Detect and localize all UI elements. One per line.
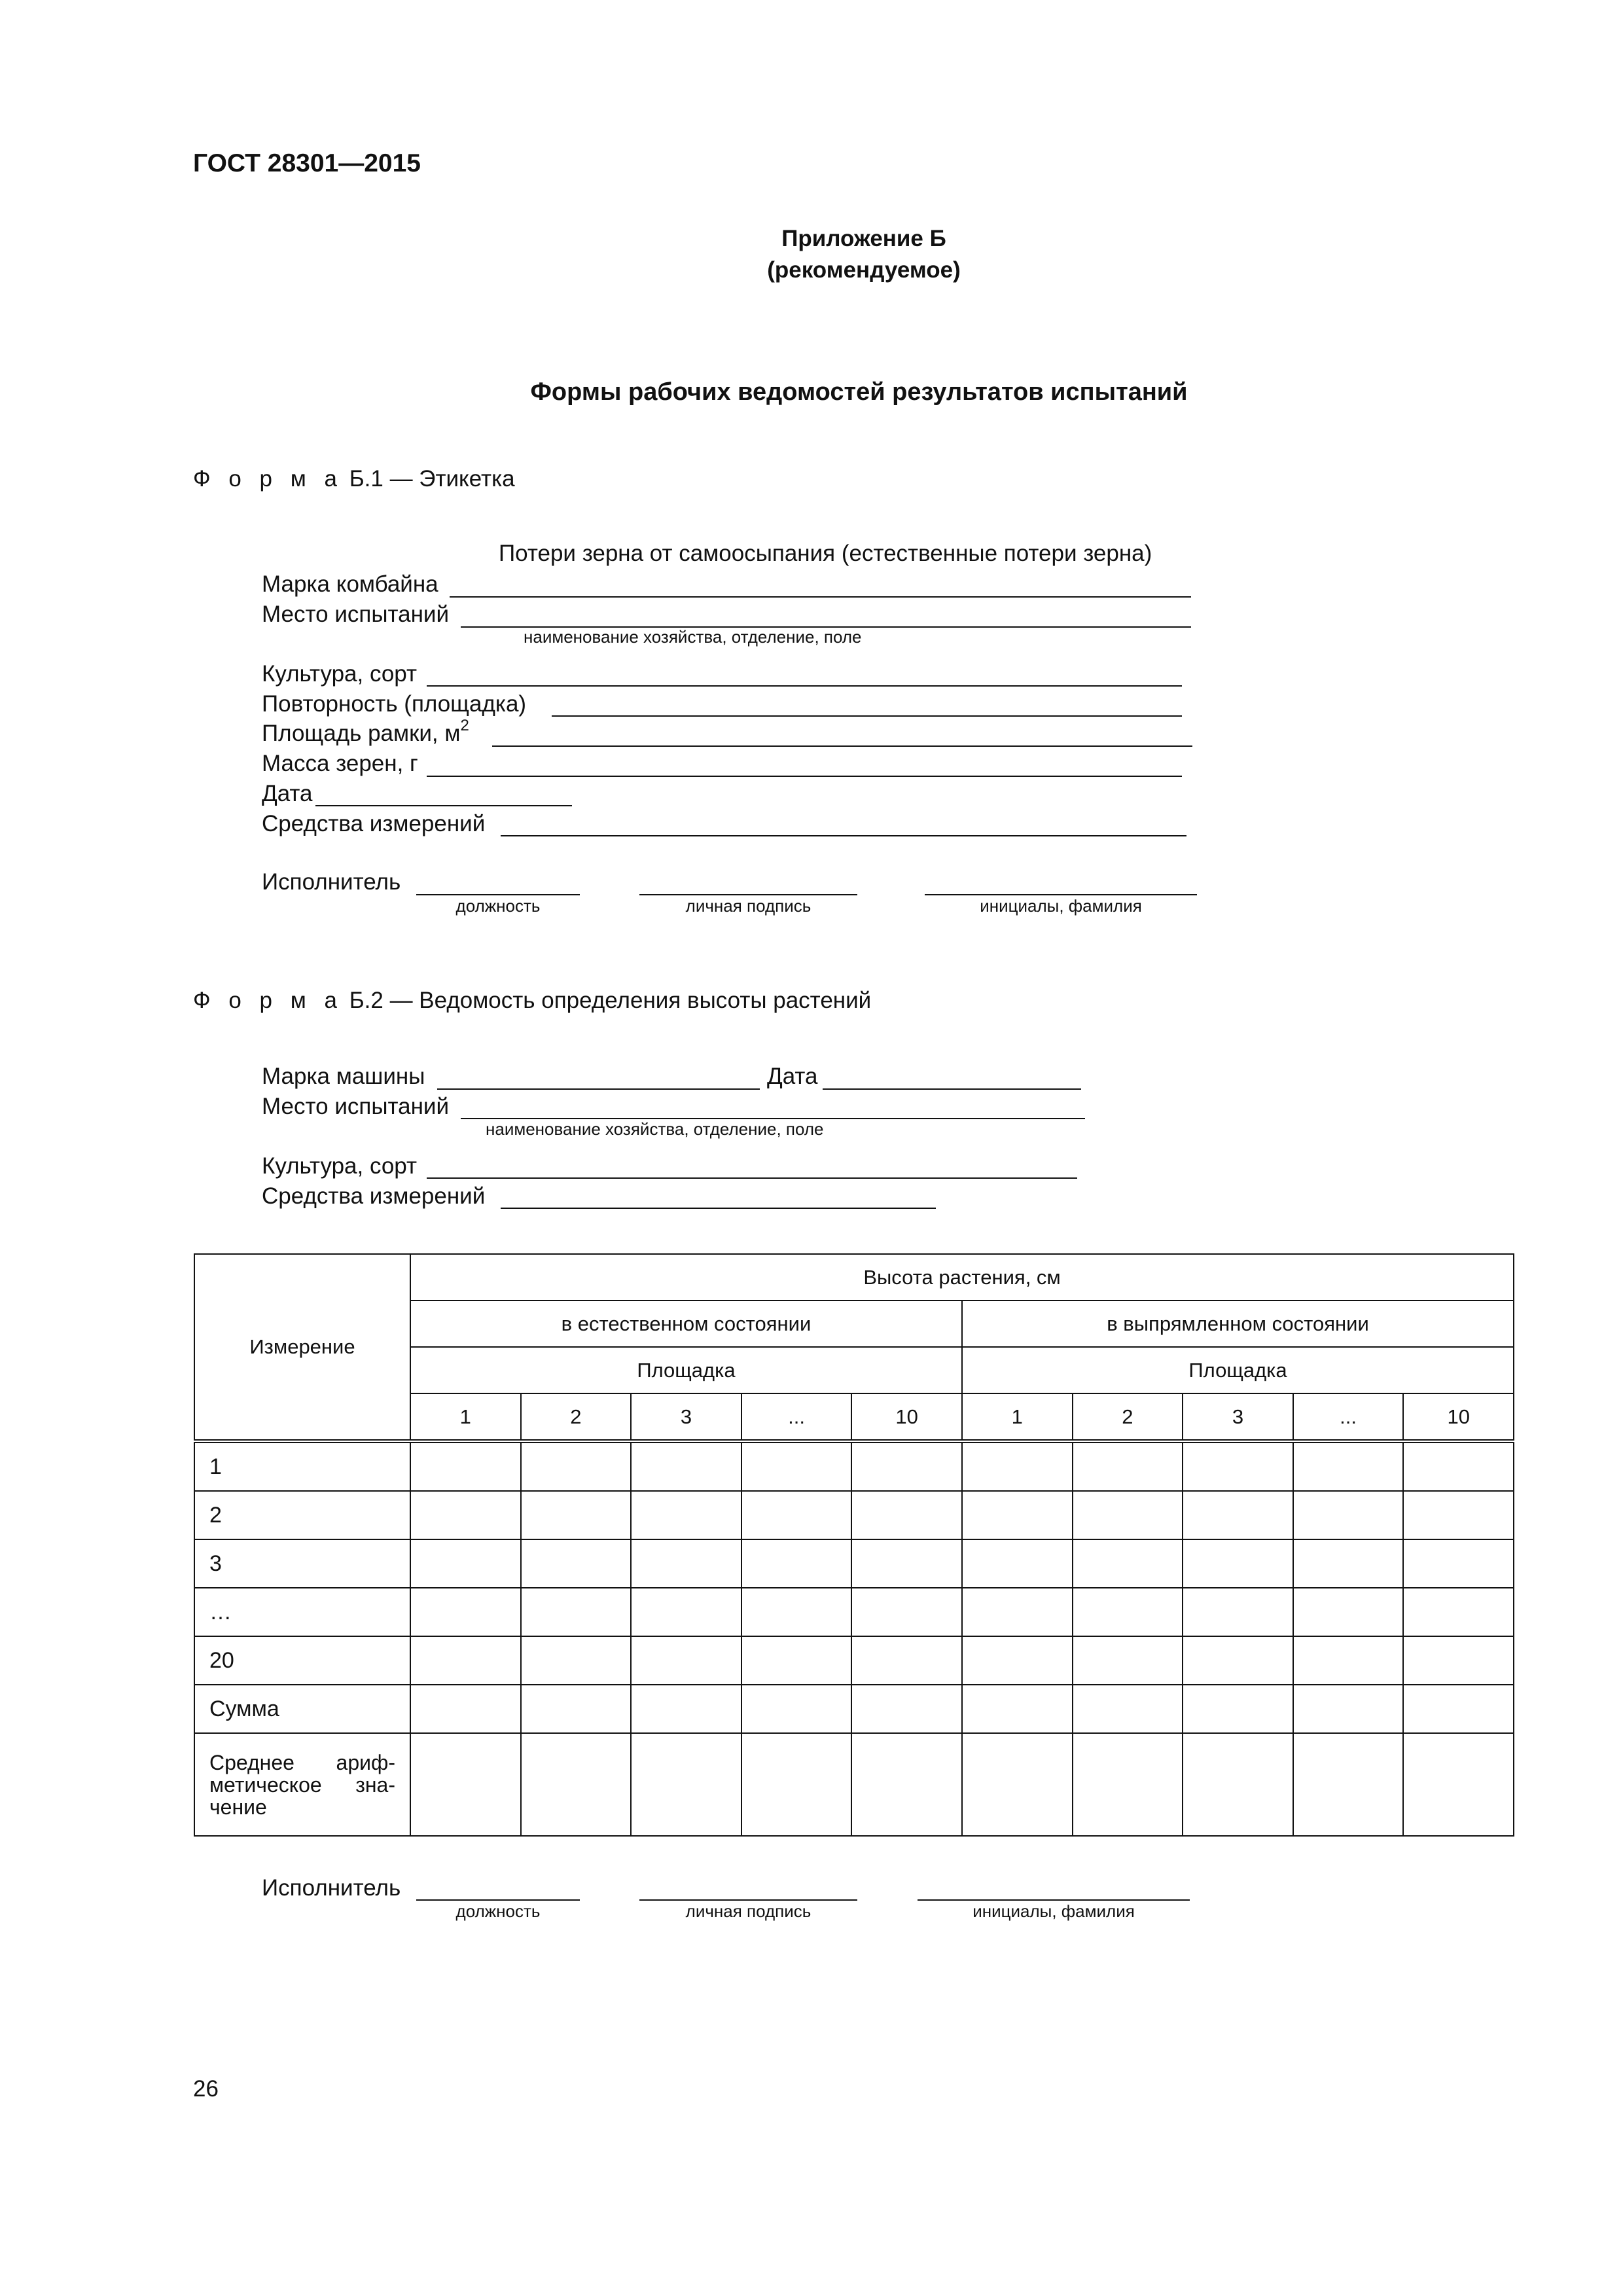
field-label-place: Место испытаний <box>262 601 450 627</box>
plot-number: 1 <box>962 1393 1073 1441</box>
cell[interactable] <box>851 1685 962 1733</box>
field2-label-machine: Марка машины <box>262 1064 425 1089</box>
field2-line-date[interactable] <box>823 1088 1081 1090</box>
field-line-mass[interactable] <box>427 776 1182 777</box>
plot-number: 2 <box>1073 1393 1183 1441</box>
cell[interactable] <box>962 1685 1073 1733</box>
cell[interactable] <box>741 1636 852 1685</box>
cell[interactable] <box>410 1588 521 1636</box>
executor2-name-hint: инициалы, фамилия <box>972 1901 1135 1921</box>
cell[interactable] <box>962 1441 1073 1491</box>
cell[interactable] <box>1073 1491 1183 1539</box>
plot-number: 10 <box>851 1393 962 1441</box>
cell[interactable] <box>521 1588 632 1636</box>
executor1-name-line[interactable] <box>925 894 1197 895</box>
cell[interactable] <box>631 1733 741 1836</box>
cell[interactable] <box>1073 1539 1183 1588</box>
plot-number: ... <box>741 1393 852 1441</box>
field2-line-machine[interactable] <box>437 1088 760 1090</box>
row-label: Сумма <box>194 1685 410 1733</box>
appendix-status: (рекомендуемое) <box>767 257 961 283</box>
form2-caption <box>193 988 871 1014</box>
header-plot-straight: Площадка <box>962 1347 1514 1393</box>
table-row <box>194 1636 1514 1685</box>
table-row <box>194 1441 1514 1491</box>
cell[interactable] <box>1183 1733 1293 1836</box>
cell[interactable] <box>741 1539 852 1588</box>
form1-label-title: Потери зерна от самоосыпания (естественные потери зерна) <box>499 541 1152 566</box>
field-label-mass: Масса зерен, г <box>262 751 418 776</box>
cell[interactable] <box>521 1685 632 1733</box>
executor2-label: Исполнитель <box>262 1875 401 1901</box>
executor2-signature-line[interactable] <box>639 1899 857 1901</box>
field2-label-place: Место испытаний <box>262 1094 450 1119</box>
cell[interactable] <box>741 1441 852 1491</box>
executor1-name-hint: инициалы, фамилия <box>980 896 1142 916</box>
executor2-name-line[interactable] <box>918 1899 1190 1901</box>
cell[interactable] <box>1183 1588 1293 1636</box>
cell[interactable] <box>1293 1539 1404 1588</box>
plot-number: 3 <box>631 1393 741 1441</box>
form2-caption-text: Б.2 — Ведомость определения высоты растений <box>349 988 872 1013</box>
cell[interactable] <box>851 1588 962 1636</box>
form1-caption <box>193 466 515 492</box>
cell[interactable] <box>851 1636 962 1685</box>
executor2-position-line[interactable] <box>416 1899 580 1901</box>
table-row <box>194 1539 1514 1588</box>
executor2-signature-hint: личная подпись <box>685 1901 812 1921</box>
field-label-repeat: Повторность (площадка) <box>262 691 527 717</box>
cell[interactable] <box>1293 1733 1404 1836</box>
field-line-date[interactable] <box>315 805 572 806</box>
row-label: 1 <box>194 1441 410 1491</box>
field-label-combine: Марка комбайна <box>262 571 438 597</box>
cell[interactable] <box>1183 1441 1293 1491</box>
cell[interactable] <box>631 1441 741 1491</box>
plot-number: 2 <box>521 1393 632 1441</box>
field-label-date: Дата <box>262 781 313 806</box>
field-label-tools: Средства измерений <box>262 811 486 836</box>
cell[interactable] <box>1403 1685 1514 1733</box>
standard-number: ГОСТ 28301—2015 <box>193 149 421 177</box>
field-label-area <box>262 717 469 747</box>
cell[interactable] <box>1293 1588 1404 1636</box>
field-line-tools[interactable] <box>501 835 1186 836</box>
cell[interactable] <box>1403 1636 1514 1685</box>
form2-caption-prefix: Ф о р м а <box>193 988 343 1013</box>
cell[interactable] <box>1073 1733 1183 1836</box>
cell[interactable] <box>1073 1441 1183 1491</box>
field2-label-crop: Культура, сорт <box>262 1153 418 1179</box>
cell[interactable] <box>410 1539 521 1588</box>
cell[interactable] <box>521 1636 632 1685</box>
cell[interactable] <box>410 1733 521 1836</box>
cell[interactable] <box>851 1733 962 1836</box>
cell[interactable] <box>1183 1491 1293 1539</box>
plot-number: 3 <box>1183 1393 1293 1441</box>
cell[interactable] <box>631 1636 741 1685</box>
cell[interactable] <box>962 1588 1073 1636</box>
field2-hint-place: наименование хозяйства, отделение, поле <box>486 1119 824 1139</box>
cell[interactable] <box>741 1685 852 1733</box>
field-line-crop[interactable] <box>427 685 1182 687</box>
cell[interactable] <box>851 1491 962 1539</box>
table-row <box>194 1491 1514 1539</box>
field-label-area-text: Площадь рамки, м <box>262 721 461 746</box>
plot-number: 10 <box>1403 1393 1514 1441</box>
cell[interactable] <box>1183 1636 1293 1685</box>
cell[interactable] <box>521 1539 632 1588</box>
field2-line-tools[interactable] <box>501 1208 936 1209</box>
cell[interactable] <box>631 1685 741 1733</box>
cell[interactable] <box>1403 1588 1514 1636</box>
cell[interactable] <box>1293 1685 1404 1733</box>
appendix-title: Приложение Б <box>781 226 946 251</box>
page-title: Формы рабочих ведомостей результатов испытаний <box>530 378 1188 406</box>
plant-height-table <box>194 1253 1514 1837</box>
cell[interactable] <box>962 1636 1073 1685</box>
cell[interactable] <box>631 1588 741 1636</box>
row-label: … <box>194 1588 410 1636</box>
cell[interactable] <box>521 1733 632 1836</box>
cell[interactable] <box>1073 1636 1183 1685</box>
cell[interactable] <box>410 1441 521 1491</box>
header-height: Высота растения, см <box>410 1254 1514 1300</box>
field2-label-tools: Средства измерений <box>262 1183 486 1209</box>
row-label: 2 <box>194 1491 410 1539</box>
executor1-signature-line[interactable] <box>639 894 857 895</box>
table-row <box>194 1685 1514 1733</box>
cell[interactable] <box>741 1491 852 1539</box>
cell[interactable] <box>1183 1539 1293 1588</box>
cell[interactable] <box>741 1588 852 1636</box>
cell[interactable] <box>741 1733 852 1836</box>
cell[interactable] <box>521 1491 632 1539</box>
cell[interactable] <box>1073 1588 1183 1636</box>
cell[interactable] <box>1293 1636 1404 1685</box>
cell[interactable] <box>1183 1685 1293 1733</box>
form1-caption-prefix: Ф о р м а <box>193 466 343 492</box>
executor1-position-line[interactable] <box>416 894 580 895</box>
executor1-label: Исполнитель <box>262 869 401 895</box>
row-label: 3 <box>194 1539 410 1588</box>
executor1-signature-hint: личная подпись <box>685 896 812 916</box>
field2-line-crop[interactable] <box>427 1177 1077 1179</box>
field-label-crop: Культура, сорт <box>262 661 418 687</box>
cell[interactable] <box>410 1636 521 1685</box>
executor2-position-hint: должность <box>455 1901 541 1921</box>
cell[interactable] <box>521 1441 632 1491</box>
cell[interactable] <box>962 1539 1073 1588</box>
cell[interactable] <box>1403 1539 1514 1588</box>
cell[interactable] <box>631 1539 741 1588</box>
cell[interactable] <box>962 1491 1073 1539</box>
cell[interactable] <box>1403 1491 1514 1539</box>
form1-caption-text: Б.1 — Этикетка <box>349 466 515 492</box>
cell[interactable] <box>1403 1441 1514 1491</box>
cell[interactable] <box>1073 1685 1183 1733</box>
cell[interactable] <box>1403 1733 1514 1836</box>
field-line-repeat[interactable] <box>552 715 1182 717</box>
field-line-area[interactable] <box>492 745 1192 747</box>
plot-number: 1 <box>410 1393 521 1441</box>
cell[interactable] <box>631 1491 741 1539</box>
header-natural: в естественном состоянии <box>410 1300 962 1347</box>
cell[interactable] <box>962 1733 1073 1836</box>
cell[interactable] <box>1293 1491 1404 1539</box>
cell[interactable] <box>851 1539 962 1588</box>
field-line-combine[interactable] <box>450 596 1191 598</box>
header-straight: в выпрямленном состоянии <box>962 1300 1514 1347</box>
field2-label-date: Дата <box>767 1064 818 1089</box>
row-label: 20 <box>194 1636 410 1685</box>
cell[interactable] <box>410 1491 521 1539</box>
header-plot-natural: Площадка <box>410 1347 962 1393</box>
header-measure: Измерение <box>194 1254 410 1441</box>
row-label-mean: Среднее ариф-метическое зна-чение <box>194 1733 410 1836</box>
cell[interactable] <box>410 1685 521 1733</box>
page-number: 26 <box>193 2076 219 2102</box>
field-label-area-sup: 2 <box>460 717 469 734</box>
table-row <box>194 1733 1514 1836</box>
table-row <box>194 1588 1514 1636</box>
field-hint-place: наименование хозяйства, отделение, поле <box>524 627 862 647</box>
executor1-position-hint: должность <box>455 896 541 916</box>
plot-number: ... <box>1293 1393 1404 1441</box>
cell[interactable] <box>1293 1441 1404 1491</box>
cell[interactable] <box>851 1441 962 1491</box>
